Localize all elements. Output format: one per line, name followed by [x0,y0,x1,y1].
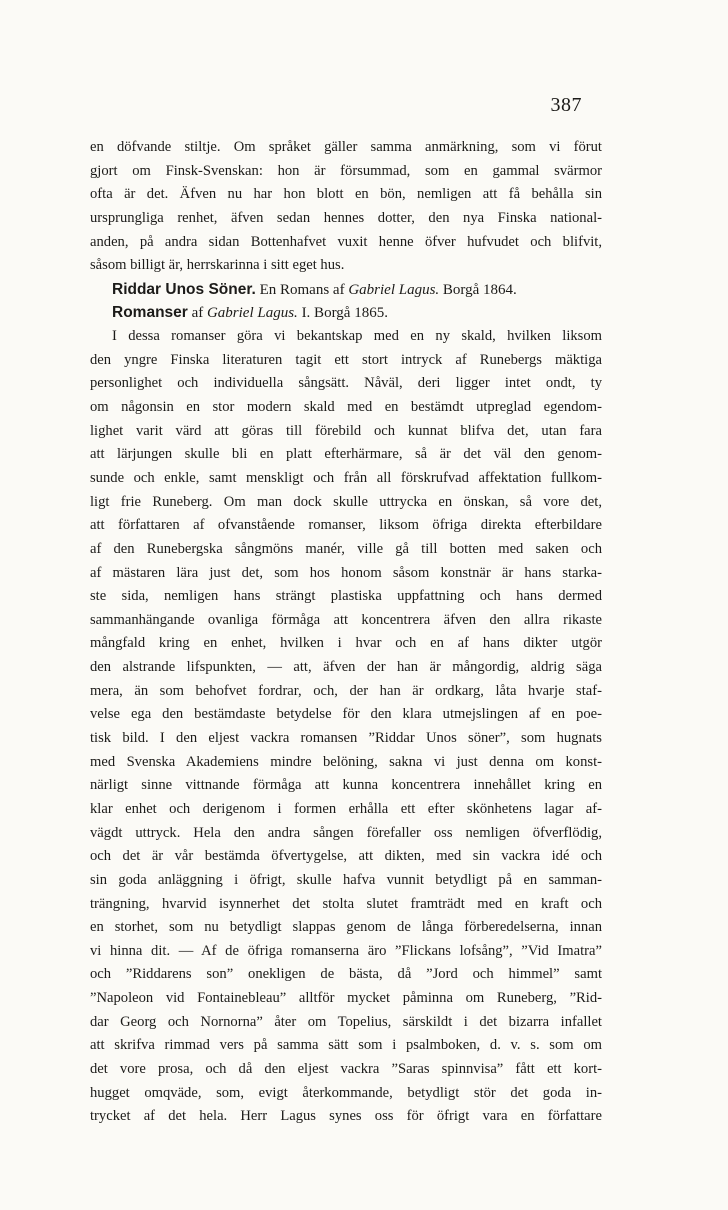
text-line: ligt frie Runeberg. Om man dock skulle uttrycka en önskan, så vore det, [90,493,602,510]
text-line: af mästaren lära just det, som hos honom såsom konstnär är hans starka- [90,564,602,581]
text-line: tisk bild. I den eljest vackra romansen ”Riddar Unos söner”, som hugnats [90,730,602,747]
text-line: en storhet, som nu betydligt slappas genom de långa förberedelserna, innan [90,919,602,936]
text-line: klar enhet och derigenom i formen erhålla ett efter skönhetens lagar af- [90,800,602,817]
text-line: velse ega den bestämdaste betydelse för den klara utmejslingen af en poe- [90,706,602,723]
text-line: att lärjungen skulle bli en platt efterhärmare, så är det väl den genom- [90,446,602,463]
text-line: mångfald kring en enhet, hvilken i hvar och en af hans dikter utgör [90,635,602,652]
text-line: om någonsin en stor modern skald med en bestämdt utpreglad egendom- [90,399,602,416]
paragraph-continuation [90,136,602,278]
book-title: Riddar Unos Söner. [112,280,256,298]
text-line: ”Napoleon vid Fontainebleau” alltför mycket påminna om Runeberg, ”Rid- [90,990,602,1007]
text-line: en döfvande stiltje. Om språket gäller samma anmärkning, som vi förut [90,139,602,155]
text-line: trycket af det hela. Herr Lagus synes oss för öfrigt vara en författare [90,1108,602,1125]
text-line: af den Runebergska sångmöns manér, ville gå till botten med saken och [90,540,602,557]
book-title: Romanser [112,304,188,322]
text-line: det vore prosa, och då den eljest vackra ”Saras spinnvisa” fått ett kort- [90,1060,602,1077]
text-line: ursprungliga renhet, äfven sedan hennes dotter, den nya Finska national- [90,209,602,226]
author-name: Gabriel Lagus. [206,305,298,322]
text-line: och ”Riddarens son” onekligen de bästa, då ”Jord och himmel” samt [90,966,602,983]
text-line: sunde och enkle, samt menskligt och från all förskrufvad affektation fullkom- [90,469,602,486]
review-title-2: Romanser af Gabriel Lagus. I. Borgå 1865. [112,304,388,322]
text-line: vi hinna dit. — Af de öfriga romanserna äro ”Flickans lofsång”, ”Vid Imatra” [90,942,602,959]
text-line: trängning, hvarvid isynnerhet det stolta slutet framträdt med en kraft och [90,895,602,912]
text-line: den alstrande lifspunkten, — att, äfven der han är mångordig, aldrig säga [90,659,602,676]
text-line: att skrifva rimmad vers på samma sätt som i psalmboken, d. v. s. som om [90,1037,602,1054]
text-line: gjort om Finsk-Svenskan: hon är försummad, som en gammal svärmor [90,162,602,179]
text-line: sin goda anläggning i öfrigt, skulle hafva vunnit betydligt på en samman- [90,871,602,888]
text-line: dar Georg och Nornorna” åter om Topelius, särskildt i det bizarra infallet [90,1013,602,1030]
text-line: vägdt uttryck. Hela den andra sången förefaller oss nemligen öfverflödig, [90,824,602,841]
text-line: mera, än som behofvet fordrar, och, der han är ordkarg, låta hvarje staf- [90,682,602,699]
author-name: Gabriel Lagus. [348,281,440,298]
text-line: personlighet och individuella sångsätt. Nåväl, deri ligger intet ondt, ty [90,375,602,392]
paragraph-review [90,325,602,1129]
text-line: lighet varit värd att göras till förebild och kunnat blifva det, utan fara [90,422,602,439]
text-line: I dessa romanser göra vi bekantskap med en ny skald, hvilken liksom [112,328,602,345]
text-line: sammanhängande ovanliga förmåga att koncentrera äfven den allra rikaste [90,611,602,628]
text-line: med Svenska Akademiens mindre belöning, sakna vi just denna om konst- [90,753,602,770]
text-line: och det är vår bestämda öfvertygelse, att dikten, med sin vackra idé och [90,848,602,865]
text-line: hugget omqväde, som, evigt återkommande, betydligt stör det goda in- [90,1084,602,1101]
review-title-1: Riddar Unos Söner. En Romans af Gabriel Lagus. Borgå 1864. [112,280,517,298]
page-number: 387 [550,94,582,116]
text-line: närligt sinne vittnande förmåga att kunna koncentrera innehållet kring en [90,777,602,794]
text-line: den yngre Finska literaturen tagit ett stort intryck af Runebergs mäktiga [90,351,602,368]
body-text [90,136,602,1129]
text-line: anden, på andra sidan Bottenhafvet vuxit henne öfver hufvudet och blifvit, [90,233,602,250]
text-line: såsom billigt är, herrskarinna i sitt eget hus. [90,257,345,274]
text-line: att författaren af ofvanstående romanser, liksom öfriga direkta efterbildare [90,517,602,534]
text-line: ofta är det. Äfven nu har hon blott en bön, nemligen att få behålla sin [90,186,602,203]
text-line: ste sida, nemligen hans strängt plastiska uppfattning och hans dermed [90,588,602,605]
